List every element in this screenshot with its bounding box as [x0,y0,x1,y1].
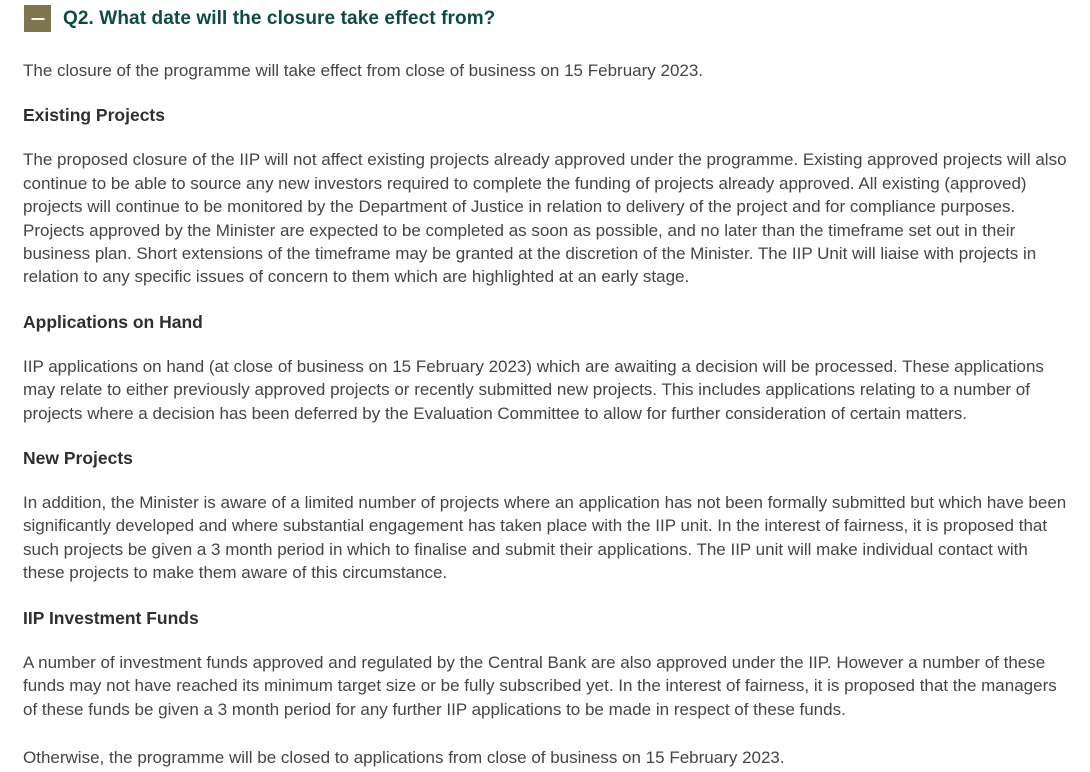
section-paragraph-new-projects: In addition, the Minister is aware of a limited number of projects where an application has not been formally submitted but which have been significantly developed and where substantial engagement has taken place with the IIP unit. In the interest of fairness, it is proposed that such projects be given a 3 month period in which to finalise and submit their applications. The IIP unit will make individual contact with these projects to make them aware of this circumstance. [23,493,1067,583]
accordion-header[interactable] [24,5,1069,32]
section-paragraph-iip-investment-funds: A number of investment funds approved and regulated by the Central Bank are also approved under the IIP. However a number of these funds may not have reached its minimum target size or be fully subscribed yet. In the interest of fairness, it is proposed that the managers of these funds be given a 3 month period for any further IIP applications to be made in respect of these funds. [23,652,1057,719]
section-heading-existing-projects: Existing Projects [23,105,165,126]
section-heading-applications-on-hand: Applications on Hand [23,311,203,332]
collapse-toggle-button[interactable] [24,5,51,32]
section-heading-iip-investment-funds: IIP Investment Funds [23,607,199,628]
section-heading-new-projects: New Projects [23,448,133,469]
faq-question-title[interactable]: Q2. What date will the closure take effect from? [63,7,496,29]
section-paragraph-existing-projects: The proposed closure of the IIP will not affect existing projects already approved under the programme. Existing approved projects will also continue to be able to source any new investors required to complete the funding of projects already approved. All existing (approved) projects will continue to be monitored by the Department of Justice in relation to delivery of the project and for compliance purposes. Projects approved by the Minister are expected to be completed as soon as possible, and no later than the timeframe set out in their business plan. Short extensions of the timeframe may be granted at the discretion of the Minister. The IIP Unit will liaise with projects in relation to any specific issues of concern to them which are highlighted at an early stage. [23,150,1067,287]
intro-paragraph: The closure of the programme will take effect from close of business on 15 February 2023. [23,61,704,80]
minus-icon [31,18,44,20]
closing-paragraph: Otherwise, the programme will be closed to applications from close of business on 15 February 2023. [23,747,785,767]
section-paragraph-applications-on-hand: IIP applications on hand (at close of business on 15 February 2023) which are awaiting a decision will be processed. These applications may relate to either previously approved projects or recently submitted new projects. This includes applications relating to a number of projects where a decision has been deferred by the Evaluation Committee to allow for further consideration of certain matters. [23,356,1044,423]
